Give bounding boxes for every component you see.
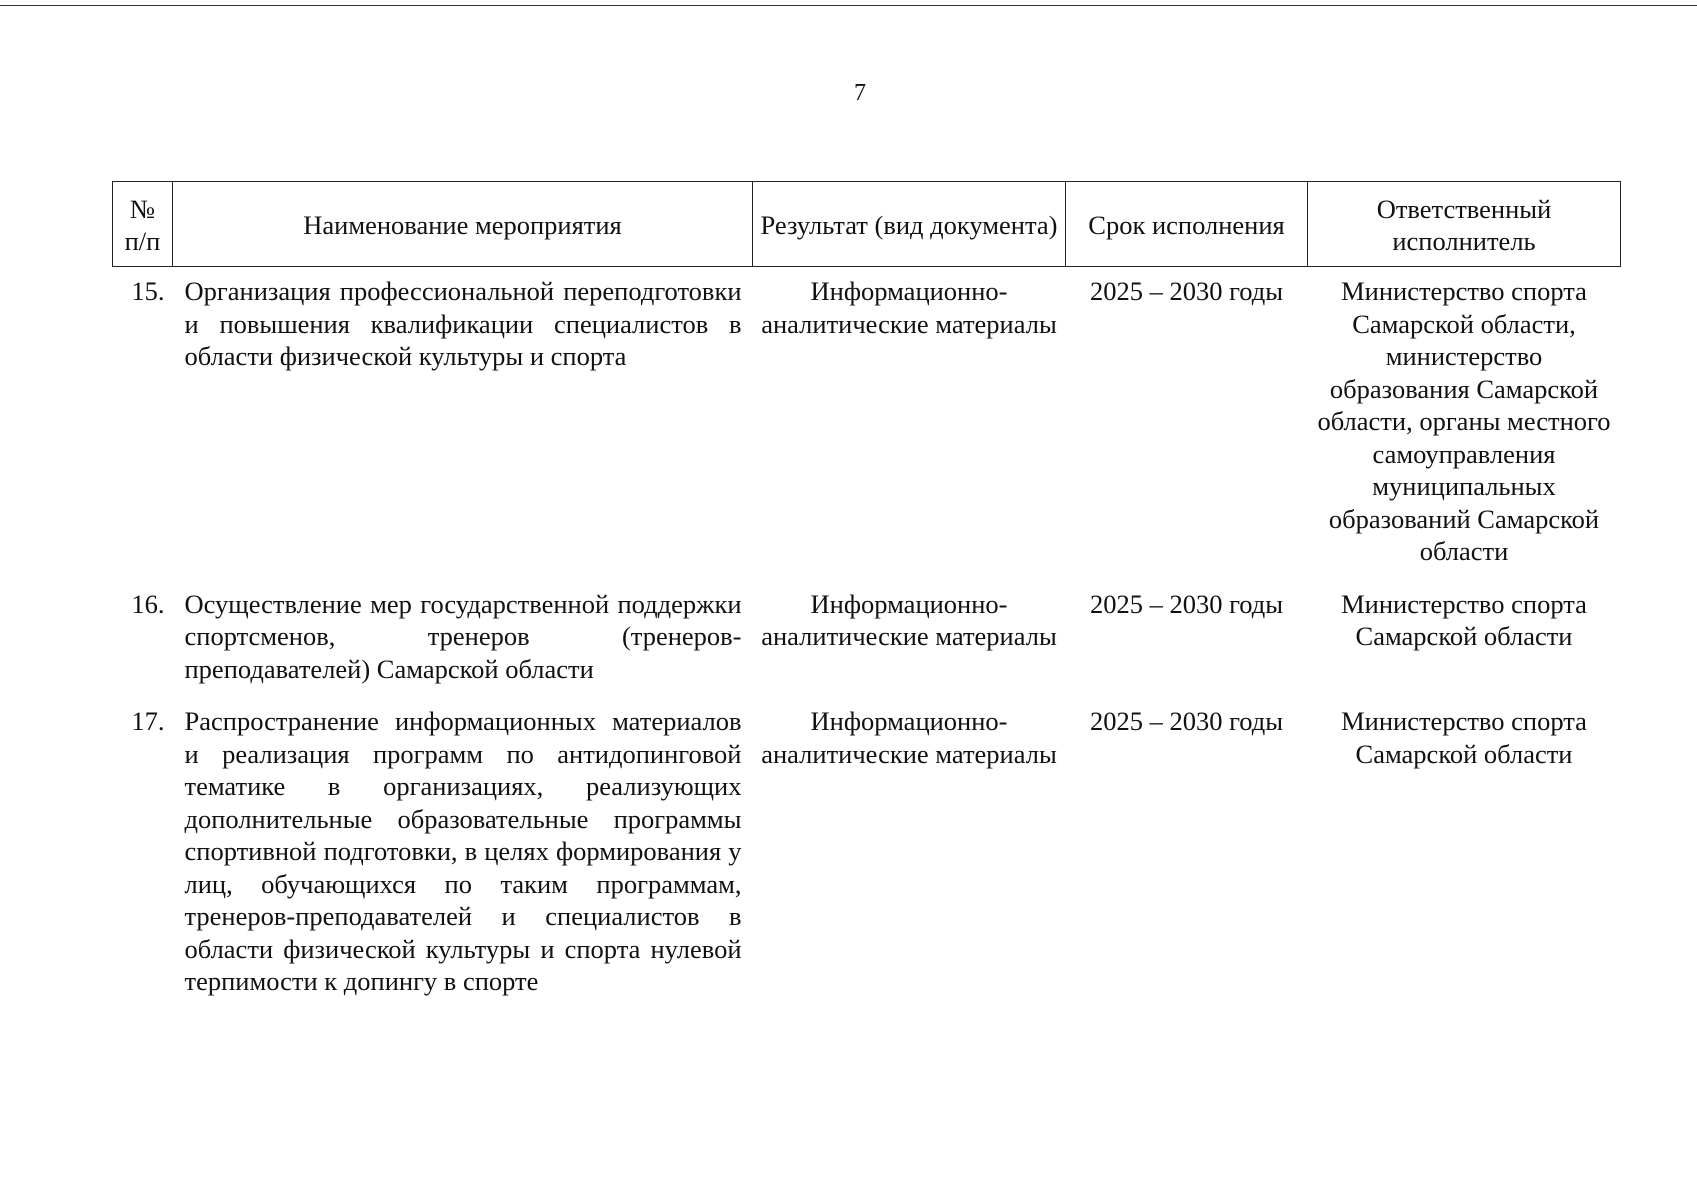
event-name: Распространение информационных материалов и реализация программ по антидопинговой тематике в организациях, реализующих дополнительные образовательные программы спортивной подготовки, в целях формирования у лиц, обучающихся по таким программам, тренеров-преподавателей и специалистов в области физической культуры и спорта нулевой терпимости к допингу в спорте xyxy=(184,706,742,996)
table-body xyxy=(113,267,1621,998)
page-number: 7 xyxy=(854,80,866,106)
header-responsible-label: Ответственный исполнитель xyxy=(1376,193,1552,256)
table-header xyxy=(113,182,1621,267)
table-row xyxy=(113,699,1621,998)
header-term xyxy=(1066,182,1308,267)
events-table xyxy=(112,181,1621,998)
event-term: 2025 – 2030 годы xyxy=(1089,588,1284,619)
header-event-name-label: Наименование мероприятия xyxy=(303,209,622,240)
event-result: Информационно-аналитические материалы xyxy=(761,706,1057,769)
event-term: 2025 – 2030 годы xyxy=(1089,706,1284,736)
page-top-border xyxy=(0,5,1697,6)
event-responsible: Министерство спорта Самарской области xyxy=(1341,706,1587,769)
table-header-row xyxy=(113,182,1621,267)
event-result: Информационно-аналитические материалы xyxy=(761,276,1057,339)
header-number-label: № п/п xyxy=(124,193,161,256)
event-result: Информационно-аналитические материалы xyxy=(761,588,1057,651)
event-name: Организация профессиональной переподготовки и повышения квалификации специалистов в области физической культуры и спорта xyxy=(184,276,742,371)
event-term: 2025 – 2030 годы xyxy=(1089,276,1284,306)
row-number: 15. xyxy=(131,276,165,306)
header-term-label: Срок исполнения xyxy=(1088,209,1285,240)
table-row xyxy=(113,582,1621,700)
header-responsible xyxy=(1308,182,1621,267)
header-number xyxy=(113,182,173,267)
header-result xyxy=(753,182,1066,267)
row-number: 17. xyxy=(131,706,165,736)
event-name: Осуществление мер государственной поддержки спортсменов, тренеров (тренеров-преподавателей) Самарской области xyxy=(184,588,742,684)
header-event-name xyxy=(173,182,753,267)
event-responsible: Министерство спорта Самарской области, министерство образования Самарской области, органы местного самоуправления муниципальных образований Самарской области xyxy=(1317,276,1611,566)
table-row xyxy=(113,267,1621,582)
event-responsible: Министерство спорта Самарской области xyxy=(1341,588,1587,651)
row-number: 16. xyxy=(131,588,165,619)
header-result-label: Результат (вид документа) xyxy=(760,209,1058,240)
